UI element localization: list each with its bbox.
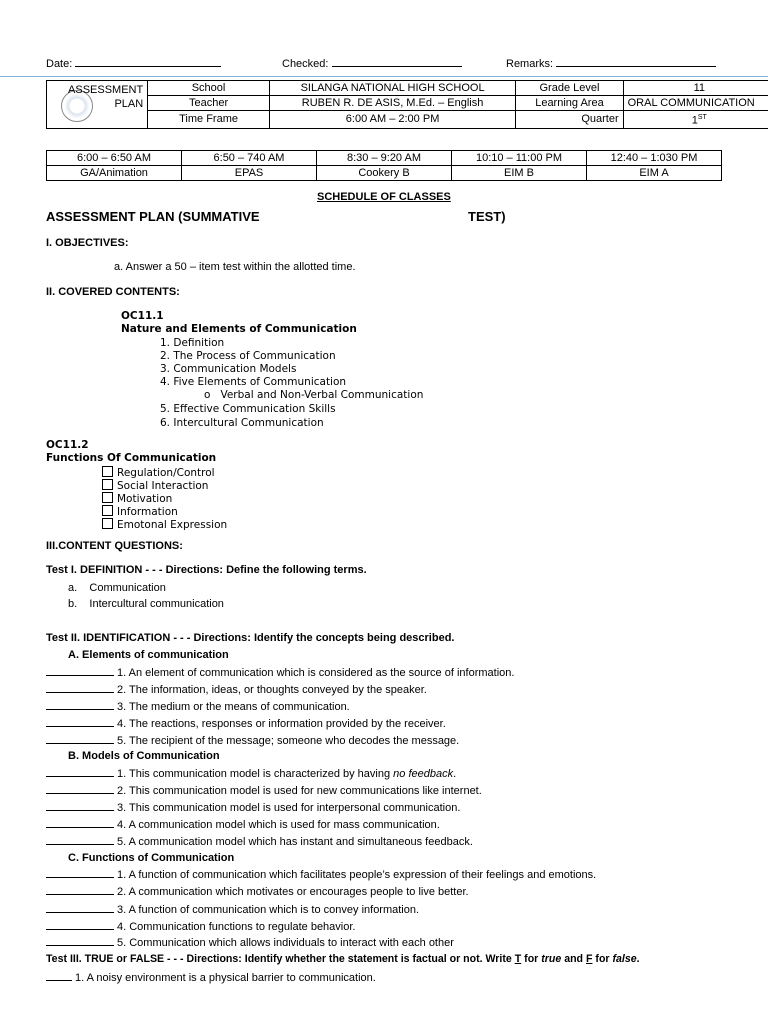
test2b-item — [46, 801, 460, 814]
schedule-class: GA/Animation — [47, 166, 182, 181]
oc2-item — [102, 492, 172, 505]
info-table — [46, 80, 768, 129]
oc1-item: 2. The Process of Communication — [160, 350, 336, 362]
item-text: 1. An element of communication which is considered as the source of information. — [117, 667, 515, 679]
quarter-value — [623, 111, 768, 129]
oc1-item: 3. Communication Models — [160, 363, 297, 375]
item-emphasis: no feedback — [393, 768, 454, 780]
answer-blank — [46, 920, 114, 930]
oc2-title: Functions Of Communication — [46, 452, 217, 464]
item-text: Intercultural communication — [89, 598, 224, 610]
item-mark: a. — [68, 582, 78, 594]
test3-connector: and — [561, 953, 586, 965]
oc2-item — [102, 518, 227, 531]
answer-blank — [46, 971, 72, 981]
oc2-item-text: Information — [117, 506, 178, 518]
test2c-item — [46, 903, 419, 916]
date-label: Date: — [46, 58, 73, 70]
page-title: ASSESSMENT PLAN (SUMMATIVE — [46, 209, 260, 224]
oc1-item: 5. Effective Communication Skills — [160, 403, 336, 415]
time-value: 6:00 AM – 2:00 PM — [269, 111, 515, 129]
page-title-end: TEST) — [468, 209, 506, 224]
header-rule — [0, 76, 768, 77]
test2b-item — [46, 818, 440, 831]
remarks-label: Remarks: — [506, 58, 554, 70]
oc2-item — [102, 479, 208, 492]
item-mark: b. — [68, 598, 78, 610]
test2a-item — [46, 734, 459, 747]
item-text-end: . — [453, 768, 457, 780]
teacher-value: RUBEN R. DE ASIS, M.Ed. – English — [269, 96, 515, 111]
answer-blank — [46, 885, 114, 895]
item-text: 1. A noisy environment is a physical barrier to communication. — [75, 972, 376, 984]
test3-connector: for — [521, 953, 542, 965]
answer-blank — [46, 683, 114, 693]
answer-blank — [46, 734, 114, 744]
oc2-code: OC11.2 — [46, 439, 89, 451]
checkbox-icon — [102, 518, 113, 529]
schedule-time: 8:30 – 9:20 AM — [317, 151, 452, 166]
false-letter: F — [585, 953, 593, 965]
date-blank — [75, 57, 221, 67]
oc1-item: 6. Intercultural Communication — [160, 417, 324, 429]
schedule-class: EIM A — [587, 166, 722, 181]
answer-blank — [46, 717, 114, 727]
answer-blank — [46, 700, 114, 710]
test3-item — [46, 971, 376, 984]
test2a-item — [46, 666, 514, 679]
quarter-label: Quarter — [516, 111, 623, 129]
test2c-item — [46, 920, 355, 933]
test2b-item — [46, 784, 482, 797]
item-text: 2. The information, ideas, or thoughts conveyed by the speaker. — [117, 684, 427, 696]
test2a-item — [46, 717, 446, 730]
test1-item — [68, 598, 224, 610]
item-text: 4. The reactions, responses or information provided by the receiver. — [117, 718, 446, 730]
answer-blank — [46, 903, 114, 913]
oc1-item: 1. Definition — [160, 337, 225, 349]
item-text: 3. A function of communication which is to convey information. — [117, 904, 420, 916]
test2c-item — [46, 885, 469, 898]
time-label: Time Frame — [148, 111, 270, 129]
schedule-caption: SCHEDULE OF CLASSES — [317, 191, 451, 203]
test3-heading-text: Test III. TRUE or FALSE - - - Directions: Identify whether the statement is factual or not. Write — [46, 953, 515, 965]
checkbox-icon — [102, 492, 113, 503]
checked-field — [282, 57, 462, 70]
test2a-item — [46, 683, 427, 696]
area-label: Learning Area — [516, 96, 623, 111]
answer-blank — [46, 936, 114, 946]
schedule-table — [46, 150, 722, 181]
answer-blank — [46, 784, 114, 794]
test2c-heading: C. Functions of Communication — [68, 852, 235, 864]
date-field — [46, 57, 221, 70]
test2b-heading: B. Models of Communication — [68, 750, 220, 762]
test2a-item — [46, 700, 350, 713]
quarter-number: 1 — [691, 114, 698, 127]
true-word: true — [541, 953, 562, 965]
test2a-heading: A. Elements of communication — [68, 649, 229, 661]
oc1-subitem — [204, 389, 423, 401]
item-text: 3. This communication model is used for interpersonal communication. — [117, 802, 461, 814]
grade-value: 11 — [623, 81, 768, 96]
item-text: Communication — [89, 582, 166, 594]
checked-label: Checked: — [282, 58, 329, 70]
test2b-item — [46, 767, 456, 780]
assessment-label: ASSESSMENT — [68, 84, 144, 97]
area-value: ORAL COMMUNICATION — [623, 96, 768, 111]
plan-label: PLAN — [114, 98, 144, 111]
schedule-time: 6:50 – 740 AM — [182, 151, 317, 166]
oc2-item-text: Regulation/Control — [117, 467, 215, 479]
school-value: SILANGA NATIONAL HIGH SCHOOL — [269, 81, 515, 96]
assessment-plan-cell — [47, 81, 148, 129]
test3-connector: . — [636, 953, 640, 965]
sub-bullet-icon: o — [204, 389, 211, 401]
item-text: 1. A function of communication which facilitates people’s expression of their feelings and emotions. — [117, 869, 597, 881]
oc2-item-text: Motivation — [117, 493, 173, 505]
oc1-title: Nature and Elements of Communication — [121, 323, 357, 335]
item-text: 1. This communication model is characterized by having — [117, 768, 394, 780]
content-questions-heading: III.CONTENT QUESTIONS: — [46, 540, 183, 552]
schedule-time: 6:00 – 6:50 AM — [47, 151, 182, 166]
item-text: 4. Communication functions to regulate behavior. — [117, 921, 356, 933]
checkbox-icon — [102, 479, 113, 490]
checked-blank — [332, 57, 462, 67]
schedule-time: 10:10 – 11:00 PM — [452, 151, 587, 166]
schedule-class: Cookery B — [317, 166, 452, 181]
schedule-class: EPAS — [182, 166, 317, 181]
schedule-time: 12:40 – 1:030 PM — [587, 151, 722, 166]
item-text: 5. A communication model which has instant and simultaneous feedback. — [117, 836, 473, 848]
item-text: 2. This communication model is used for new communications like internet. — [117, 785, 482, 797]
remarks-field — [506, 57, 716, 70]
oc1-code: OC11.1 — [121, 310, 164, 322]
oc2-item — [102, 505, 178, 518]
test2b-item — [46, 835, 473, 848]
oc2-item-text: Emotonal Expression — [117, 519, 228, 531]
item-text: 5. Communication which allows individuals to interact with each other — [117, 937, 454, 949]
school-label: School — [148, 81, 270, 96]
objective-item: a. Answer a 50 – item test within the allotted time. — [114, 261, 356, 273]
test3-heading — [46, 953, 640, 965]
item-text: 3. The medium or the means of communication. — [117, 701, 350, 713]
false-word: false — [612, 953, 637, 965]
oc2-item — [102, 466, 215, 479]
oc1-item: 4. Five Elements of Communication — [160, 376, 347, 388]
quarter-suffix: ST — [697, 114, 707, 121]
test2-heading: Test II. IDENTIFICATION - - - Directions: Identify the concepts being described. — [46, 632, 455, 644]
test1-item — [68, 582, 166, 594]
test2c-item — [46, 936, 454, 949]
answer-blank — [46, 767, 114, 777]
item-text: 4. A communication model which is used for mass communication. — [117, 819, 440, 831]
test3-connector: for — [592, 953, 613, 965]
teacher-label: Teacher — [148, 96, 270, 111]
answer-blank — [46, 868, 114, 878]
oc1-subitem-text: Verbal and Non-Verbal Communication — [220, 389, 424, 401]
grade-label: Grade Level — [516, 81, 623, 96]
covered-heading: II. COVERED CONTENTS: — [46, 286, 180, 298]
answer-blank — [46, 818, 114, 828]
checkbox-icon — [102, 505, 113, 516]
true-letter: T — [514, 953, 522, 965]
item-text: 5. The recipient of the message; someone who decodes the message. — [117, 735, 460, 747]
objectives-heading: I. OBJECTIVES: — [46, 237, 129, 249]
test2c-item — [46, 868, 596, 881]
test1-heading: Test I. DEFINITION - - - Directions: Define the following terms. — [46, 564, 367, 576]
answer-blank — [46, 666, 114, 676]
item-text: 2. A communication which motivates or encourages people to live better. — [117, 886, 469, 898]
checkbox-icon — [102, 466, 113, 477]
answer-blank — [46, 835, 114, 845]
answer-blank — [46, 801, 114, 811]
schedule-class: EIM B — [452, 166, 587, 181]
oc2-item-text: Social Interaction — [117, 480, 209, 492]
remarks-blank — [556, 57, 716, 67]
